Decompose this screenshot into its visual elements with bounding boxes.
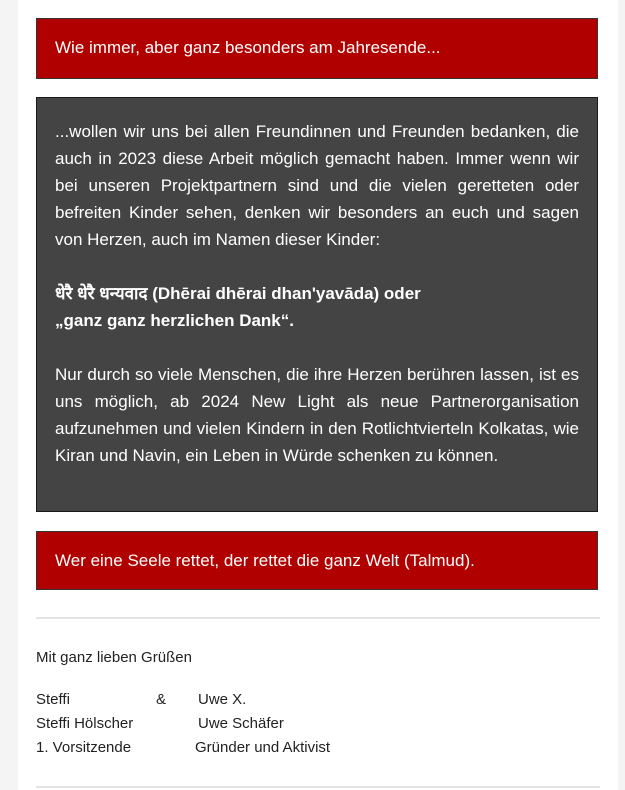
banner-bottom bbox=[36, 531, 598, 590]
signature-role-1: 1. Vorsitzende bbox=[36, 739, 132, 756]
message-box bbox=[36, 97, 598, 512]
message-paragraph-2: Nur durch so viele Menschen, die ihre Herzen berühren lassen, ist es uns möglich, ab 2024 New Light als neue Partnerorganisation aufzunehmen und vielen Kindern in den Rotlichtvierteln Kolkatas, wie Kiran und Navin, ein Leben in Würde schenken zu können. bbox=[55, 365, 579, 465]
divider bbox=[36, 617, 600, 619]
signature-full-name-2: Uwe Schäfer bbox=[198, 715, 284, 732]
thanks-block bbox=[55, 280, 579, 334]
signature-role-2: Gründer und Aktivist bbox=[195, 739, 331, 756]
thanks-line-1: धेरै धेरै धन्यवाद (Dhērai dhērai dhan'yavāda) oder bbox=[55, 284, 421, 303]
signature-first-name-1: Steffi bbox=[36, 691, 70, 708]
divider-bottom bbox=[36, 786, 600, 788]
thanks-line-2: „ganz ganz herzlichen Dank“. bbox=[55, 311, 294, 330]
greeting: Mit ganz lieben Grüßen bbox=[36, 649, 192, 666]
message-paragraph-1: ...wollen wir uns bei allen Freundinnen und Freunden bedanken, die auch in 2023 diese Arbeit möglich gemacht haben. Immer wenn wir bei unseren Projektpartnern sind und die vielen geretteten oder befreiten Kinder sehen, denken wir besonders an euch und sagen von Herzen, auch im Namen dieser Kinder: bbox=[55, 122, 579, 249]
banner-bottom-text: Wer eine Seele rettet, der rettet die ganz Welt (Talmud). bbox=[55, 551, 475, 570]
signature-full-name-1: Steffi Hölscher bbox=[36, 715, 134, 732]
banner-top bbox=[36, 18, 598, 79]
banner-top-text: Wie immer, aber ganz besonders am Jahresende... bbox=[55, 38, 441, 57]
email-body bbox=[18, 0, 618, 790]
signature-ampersand: & bbox=[156, 691, 167, 708]
signature-first-name-2: Uwe X. bbox=[198, 691, 247, 708]
